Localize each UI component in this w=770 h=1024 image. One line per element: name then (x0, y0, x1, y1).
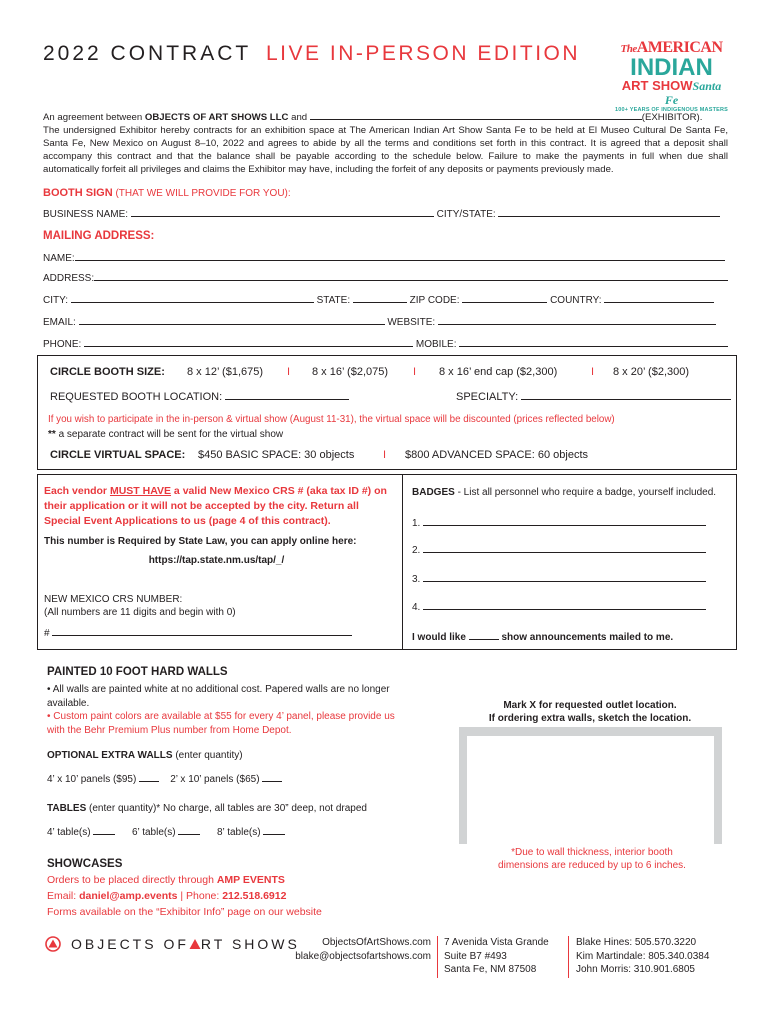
crs-number-row (44, 626, 352, 639)
footer-address-1: 7 Avenida Vista Grande (444, 937, 549, 948)
extra-wall-2x10-qty[interactable] (262, 772, 282, 782)
virtual-sep: I (383, 449, 387, 461)
badge-num-1: 1. (412, 518, 421, 529)
showcases-orders-text: Orders to be placed directly through (47, 874, 217, 886)
extra-wall-4x10-qty[interactable] (139, 772, 159, 782)
badges-heading (412, 487, 716, 498)
virtual-discount-note: If you wish to participate in the in-person & virtual show (August 11-31), the virtual space will be discounted (prices reflected below) (48, 414, 615, 425)
city-row (43, 293, 728, 306)
booth-sign-row (43, 207, 728, 220)
phone-row (43, 337, 728, 350)
mobile-label: MOBILE: (415, 339, 457, 350)
footer-website[interactable]: ObjectsOfArtShows.com (322, 937, 431, 948)
separate-contract-text: a separate contract will be sent for the virtual show (55, 429, 284, 440)
wall-thickness-note (452, 846, 732, 872)
badge-field-1[interactable] (423, 516, 706, 526)
badge-num-3: 3. (412, 574, 421, 585)
virtual-option-1[interactable]: $450 BASIC SPACE: 30 objects (198, 449, 355, 461)
specialty-field[interactable] (521, 390, 731, 400)
showcases-orders (47, 874, 285, 886)
crs-warning (44, 484, 389, 529)
right-wall (714, 727, 722, 844)
badge-num-4: 4. (412, 602, 421, 613)
triangle-circle-icon (45, 936, 61, 952)
state-field[interactable] (353, 293, 407, 303)
badge-row-3 (412, 572, 706, 585)
crs-apply-link[interactable]: https://tap.state.nm.us/tap/_/ (148, 555, 285, 566)
outlet-line-1: Mark X for requested outlet location. (503, 700, 677, 711)
back-wall (459, 727, 722, 736)
showcases-contact (47, 890, 286, 902)
table-4-qty[interactable] (93, 825, 115, 835)
showcases-heading: SHOWCASES (47, 858, 123, 870)
address-label: ADDRESS: (43, 273, 95, 284)
city-label: CITY: (43, 295, 69, 306)
footer-email[interactable]: blake@objectsofartshows.com (295, 950, 431, 962)
booth-option-1[interactable]: 8 x 12’ ($1,675) (187, 366, 264, 378)
showcases-phone-label: | Phone: (177, 890, 223, 902)
exhibitor-name-field[interactable] (310, 110, 642, 120)
outlet-instructions (455, 699, 725, 725)
website-field[interactable] (438, 315, 716, 325)
agreement-intro (43, 110, 728, 176)
badge-num-2: 2. (412, 545, 421, 556)
agreement-terms: The undersigned Exhibitor hereby contracts for an exhibition space at The American Indian Art Show Santa Fe to be held at El Museo Cultural De Santa Fe, Santa Fe, New Mexico on August 8–10, 2022 and agrees to abide by all the terms and conditions set forth in this contract. It is agreed that a deposit shall accompany this contract and that the balance shall be payable according to the schedule below. Failure to make the payments in full when due shall automatically forfeit all privileges and claims the Exhibitor may have, including the forfeit of any deposits or payments previously made. (43, 125, 728, 175)
booth-sep-1: I (287, 366, 291, 378)
logo-the: The (620, 43, 637, 55)
badge-row-2 (412, 543, 706, 556)
tables-row (47, 825, 285, 838)
business-name-field[interactable] (131, 207, 434, 217)
brand-text-b: RT SHOWS (200, 936, 300, 952)
announcements-b: show announcements mailed to me. (498, 632, 674, 643)
intro-prefix: An agreement between (43, 112, 145, 123)
crs-warning-must: MUST HAVE (109, 485, 172, 497)
badge-field-3[interactable] (423, 572, 706, 582)
email-label: EMAIL: (43, 317, 76, 328)
address-field[interactable] (94, 271, 728, 281)
showcases-amp: AMP EVENTS (216, 874, 285, 886)
crs-warning-a: Each vendor (44, 485, 110, 497)
specialty-label: SPECIALTY: (456, 391, 519, 403)
website-label: WEBSITE: (387, 317, 436, 328)
walls-bullet-1: • All walls are painted white at no additional cost. Papered walls are no longer available. (47, 684, 390, 709)
city-field[interactable] (71, 293, 314, 303)
table-8-qty[interactable] (263, 825, 285, 835)
logo-american: AMERICAN (636, 39, 723, 56)
email-field[interactable] (79, 315, 385, 325)
crs-hash: # (44, 628, 50, 639)
booth-sep-3: I (591, 366, 595, 378)
booth-sign-heading (43, 187, 291, 199)
zip-field[interactable] (462, 293, 547, 303)
announcements-a: I would like (412, 632, 469, 643)
intro-suffix: (EXHIBITOR). (641, 112, 703, 123)
extra-wall-2x10-label: 2’ x 10’ panels ($65) (170, 774, 260, 785)
table-6-qty[interactable] (178, 825, 200, 835)
a-triangle-icon (189, 938, 201, 950)
virtual-space-label: CIRCLE VIRTUAL SPACE: (50, 449, 186, 461)
logo-art-show: ART SHOW (621, 78, 693, 93)
footer-divider-1 (437, 936, 438, 978)
name-label: NAME: (43, 253, 75, 264)
address-row (43, 271, 728, 284)
separate-contract-note (48, 429, 283, 440)
crs-number-label: NEW MEXICO CRS NUMBER: (44, 594, 183, 605)
badge-field-4[interactable] (423, 600, 706, 610)
booth-option-2[interactable]: 8 x 16’ ($2,075) (312, 366, 389, 378)
zip-label: ZIP CODE: (409, 295, 460, 306)
showcases-phone: 212.518.6912 (222, 890, 287, 902)
extra-walls-heading (47, 750, 243, 761)
separate-contract-stars: ** (48, 429, 56, 440)
booth-size-label: CIRCLE BOOTH SIZE: (50, 366, 165, 378)
name-row (43, 251, 728, 264)
showcases-forms: Forms available on the “Exhibitor Info” page on our website (47, 906, 322, 918)
american-indian-art-show-logo (614, 39, 729, 113)
extra-walls-row (47, 772, 282, 785)
tables-title: TABLES (47, 803, 87, 814)
badge-row-4 (412, 600, 706, 613)
virtual-option-2[interactable]: $800 ADVANCED SPACE: 60 objects (405, 449, 589, 461)
badges-desc: - List all personnel who require a badge, yourself included. (454, 487, 717, 498)
state-label: STATE: (316, 295, 351, 306)
showcases-email[interactable]: daniel@amp.events (79, 890, 178, 902)
logo-indian: INDIAN (630, 54, 713, 81)
table-8-label: 8’ table(s) (217, 827, 261, 838)
footer-address-3: Santa Fe, NM 87508 (444, 964, 537, 975)
extra-wall-4x10-label: 4’ x 10’ panels ($95) (47, 774, 137, 785)
booth-sketch-area[interactable] (459, 727, 722, 844)
walls-bullet-2: • Custom paint colors are available at $55 for every 4’ panel, please provide us with the Behr Premium Plus number from Home Depot. (47, 711, 395, 736)
footer-contact-2: Kim Martindale: 805.340.0384 (576, 950, 710, 962)
table-4-label: 4’ table(s) (47, 827, 91, 838)
city-state-field[interactable] (498, 207, 720, 217)
email-row (43, 315, 728, 328)
edition-title: LIVE IN-PERSON EDITION (266, 42, 581, 65)
contract-title: 2022 CONTRACT (43, 42, 252, 65)
showcases-email-label: Email: (47, 890, 80, 902)
announcements-qty-field[interactable] (469, 630, 499, 640)
announcements-row (412, 630, 673, 643)
left-wall (459, 727, 467, 844)
badge-field-2[interactable] (423, 543, 706, 553)
footer-web-block (283, 936, 431, 963)
name-field[interactable] (75, 251, 725, 261)
booth-sign-title: BOOTH SIGN (43, 187, 113, 199)
objects-of-art-shows-logo (45, 936, 300, 952)
tables-sub: (enter quantity)* No charge, all tables are 30” deep, not draped (86, 803, 367, 814)
badge-row-1 (412, 516, 706, 529)
footer-contact-3: John Morris: 310.901.6805 (576, 964, 695, 975)
country-field[interactable] (604, 293, 714, 303)
intro-and: and (288, 112, 310, 123)
footer-contacts-block (576, 936, 709, 977)
intro-company: OBJECTS OF ART SHOWS LLC (144, 112, 289, 123)
crs-badges-divider (402, 474, 403, 650)
phone-field[interactable] (84, 337, 413, 347)
footer-divider-2 (568, 936, 569, 978)
booth-location-row (50, 390, 349, 403)
extra-walls-title: OPTIONAL EXTRA WALLS (47, 750, 173, 761)
tables-heading (47, 803, 367, 814)
mobile-field[interactable] (459, 337, 728, 347)
city-state-label: CITY/STATE: (436, 209, 496, 220)
mailing-address-heading: MAILING ADDRESS: (43, 230, 155, 242)
wall-note-1: *Due to wall thickness, interior booth (511, 847, 673, 858)
footer-contact-1: Blake Hines: 505.570.3220 (576, 937, 697, 948)
crs-number-hint: (All numbers are 11 digits and begin with 0) (44, 607, 236, 618)
country-label: COUNTRY: (550, 295, 602, 306)
booth-option-3[interactable]: 8 x 16’ end cap ($2,300) (439, 366, 558, 378)
crs-required-note: This number is Required by State Law, you can apply online here: (44, 536, 357, 547)
badges-title: BADGES (412, 487, 455, 498)
crs-warning-b: a valid New Mexico CRS # (aka tax ID #) on their application or it will not be accepted by the city. Return all Special Event Applications to us (page 4 of this contract). (44, 485, 387, 527)
wall-note-2: dimensions are reduced by up to 6 inches. (498, 860, 686, 871)
brand-text-a: OBJECTS OF (71, 936, 189, 952)
table-6-label: 6’ table(s) (132, 827, 176, 838)
crs-number-field[interactable] (52, 626, 352, 636)
booth-option-4[interactable]: 8 x 20’ ($2,300) (613, 366, 690, 378)
logo-santa-fe: Santa Fe (664, 79, 722, 107)
extra-walls-sub: (enter quantity) (172, 750, 243, 761)
phone-label: PHONE: (43, 339, 82, 350)
booth-sep-2: I (413, 366, 417, 378)
booth-location-field[interactable] (225, 390, 349, 400)
business-name-label: BUSINESS NAME: (43, 209, 129, 220)
outlet-line-2: If ordering extra walls, sketch the location. (488, 713, 692, 724)
specialty-row (456, 390, 731, 403)
footer-address-block (444, 936, 549, 977)
booth-location-label: REQUESTED BOOTH LOCATION: (50, 391, 223, 403)
footer-address-2: Suite B7 #493 (444, 950, 507, 962)
logo-tagline: 100+ YEARS OF INDIGENOUS MASTERS (614, 107, 729, 113)
booth-sign-sub: (THAT WE WILL PROVIDE FOR YOU): (112, 188, 291, 199)
walls-heading: PAINTED 10 FOOT HARD WALLS (47, 666, 228, 678)
